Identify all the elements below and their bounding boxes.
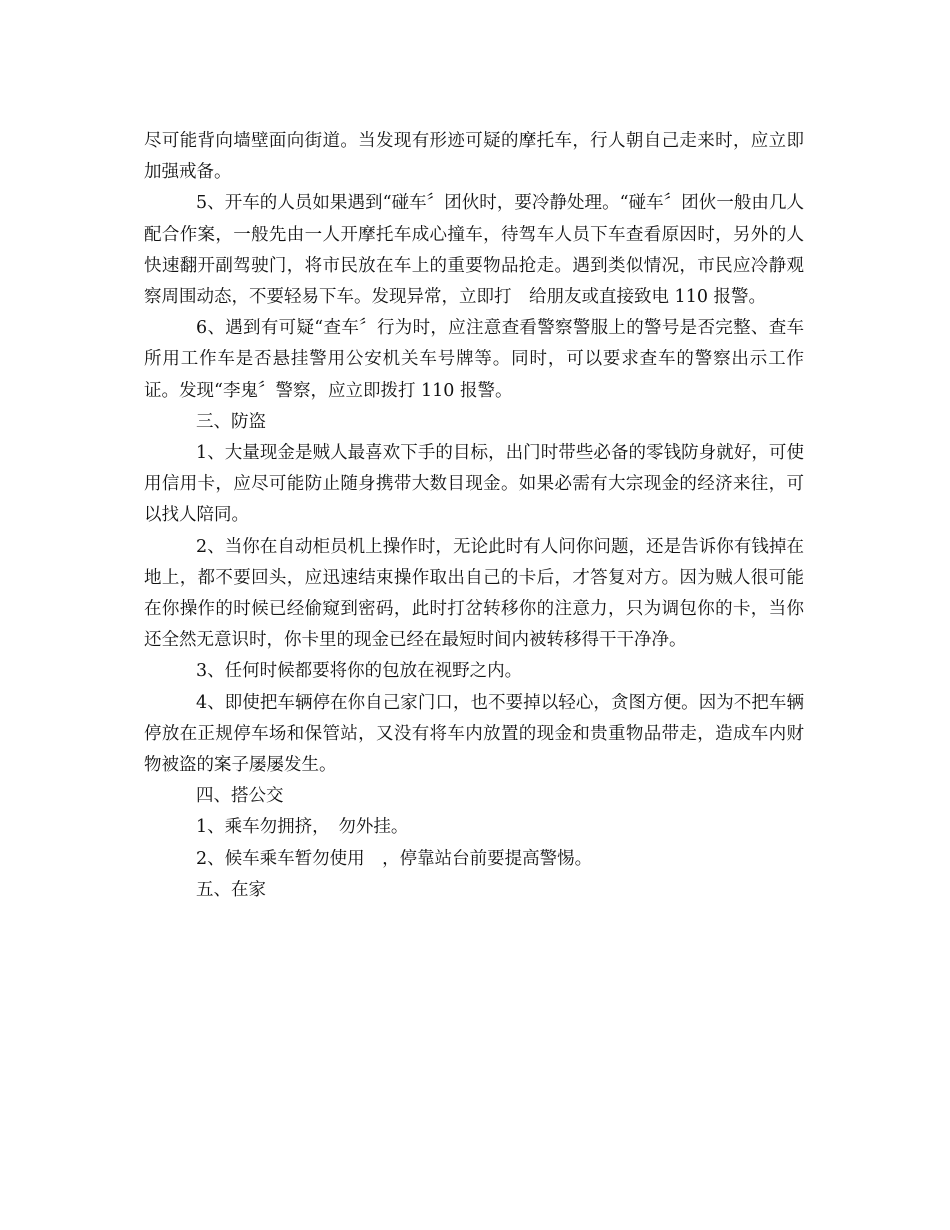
paragraph-bus-1: 1、乘车勿拥挤， 勿外挂。 bbox=[196, 817, 409, 838]
paragraph-theft-4: 4、即使把车辆停在你自己家门口，也不要掉以轻心，贪图方便。因为不把车辆停放在正规停车场和保管站，又没有将车内放置的现金和贵重物品带走，造成车内财物被盗的案子屡屡发生。 bbox=[144, 692, 804, 776]
document-body bbox=[144, 126, 804, 906]
paragraph-item-6: 6、遇到有可疑“查车〞行为时，应注意查看警察警服上的警号是否完整、查车所用工作车是否悬挂警用公安机关车号牌等。同时，可以要求查车的警察出示工作证。发现“李鬼〞警察，应立即拨打 110 报警。 bbox=[144, 318, 804, 401]
section-heading-bus: 四、搭公交 bbox=[196, 786, 284, 807]
paragraph-theft-2: 2、当你在自动柜员机上操作时，无论此时有人问你问题，还是告诉你有钱掉在地上，都不要回头，应迅速结束操作取出自己的卡后，才答复对方。因为贼人很可能在你操作的时候已经偷窥到密码，此时打岔转移你的注意力，只为调包你的卡，当你还全然无意识时，你卡里的现金已经在最短时间内被转移得干干净净。 bbox=[144, 536, 804, 651]
paragraph-theft-3: 3、任何时候都要将你的包放在视野之内。 bbox=[196, 661, 523, 682]
paragraph-item-5: 5、开车的人员如果遇到“碰车〞团伙时，要冷静处理。“碰车〞团伙一般由几人配合作案，一般先由一人开摩托车成心撞车，待驾车人员下车查看原因时，另外的人快速翻开副驾驶门，将市民放在车上的重要物品抢走。遇到类似情况，市民应冷静观察周围动态，不要轻易下车。发现异常，立即打 给朋友或直接致电 110 报警。 bbox=[144, 193, 804, 308]
paragraph-theft-1: 1、大量现金是贼人最喜欢下手的目标，出门时带些必备的零钱防身就好，可使用信用卡，应尽可能防止随身携带大数目现金。如果必需有大宗现金的经济来往，可以找人陪同。 bbox=[144, 443, 804, 526]
paragraph-continuation: 尽可能背向墙壁面向街道。当发现有形迹可疑的摩托车，行人朝自己走来时，应立即加强戒备。 bbox=[144, 131, 804, 183]
section-heading-home: 五、在家 bbox=[196, 879, 266, 900]
paragraph-bus-2: 2、候车乘车暂勿使用 ，停靠站台前要提高警惕。 bbox=[196, 848, 593, 869]
section-heading-theft: 三、防盗 bbox=[196, 411, 266, 432]
